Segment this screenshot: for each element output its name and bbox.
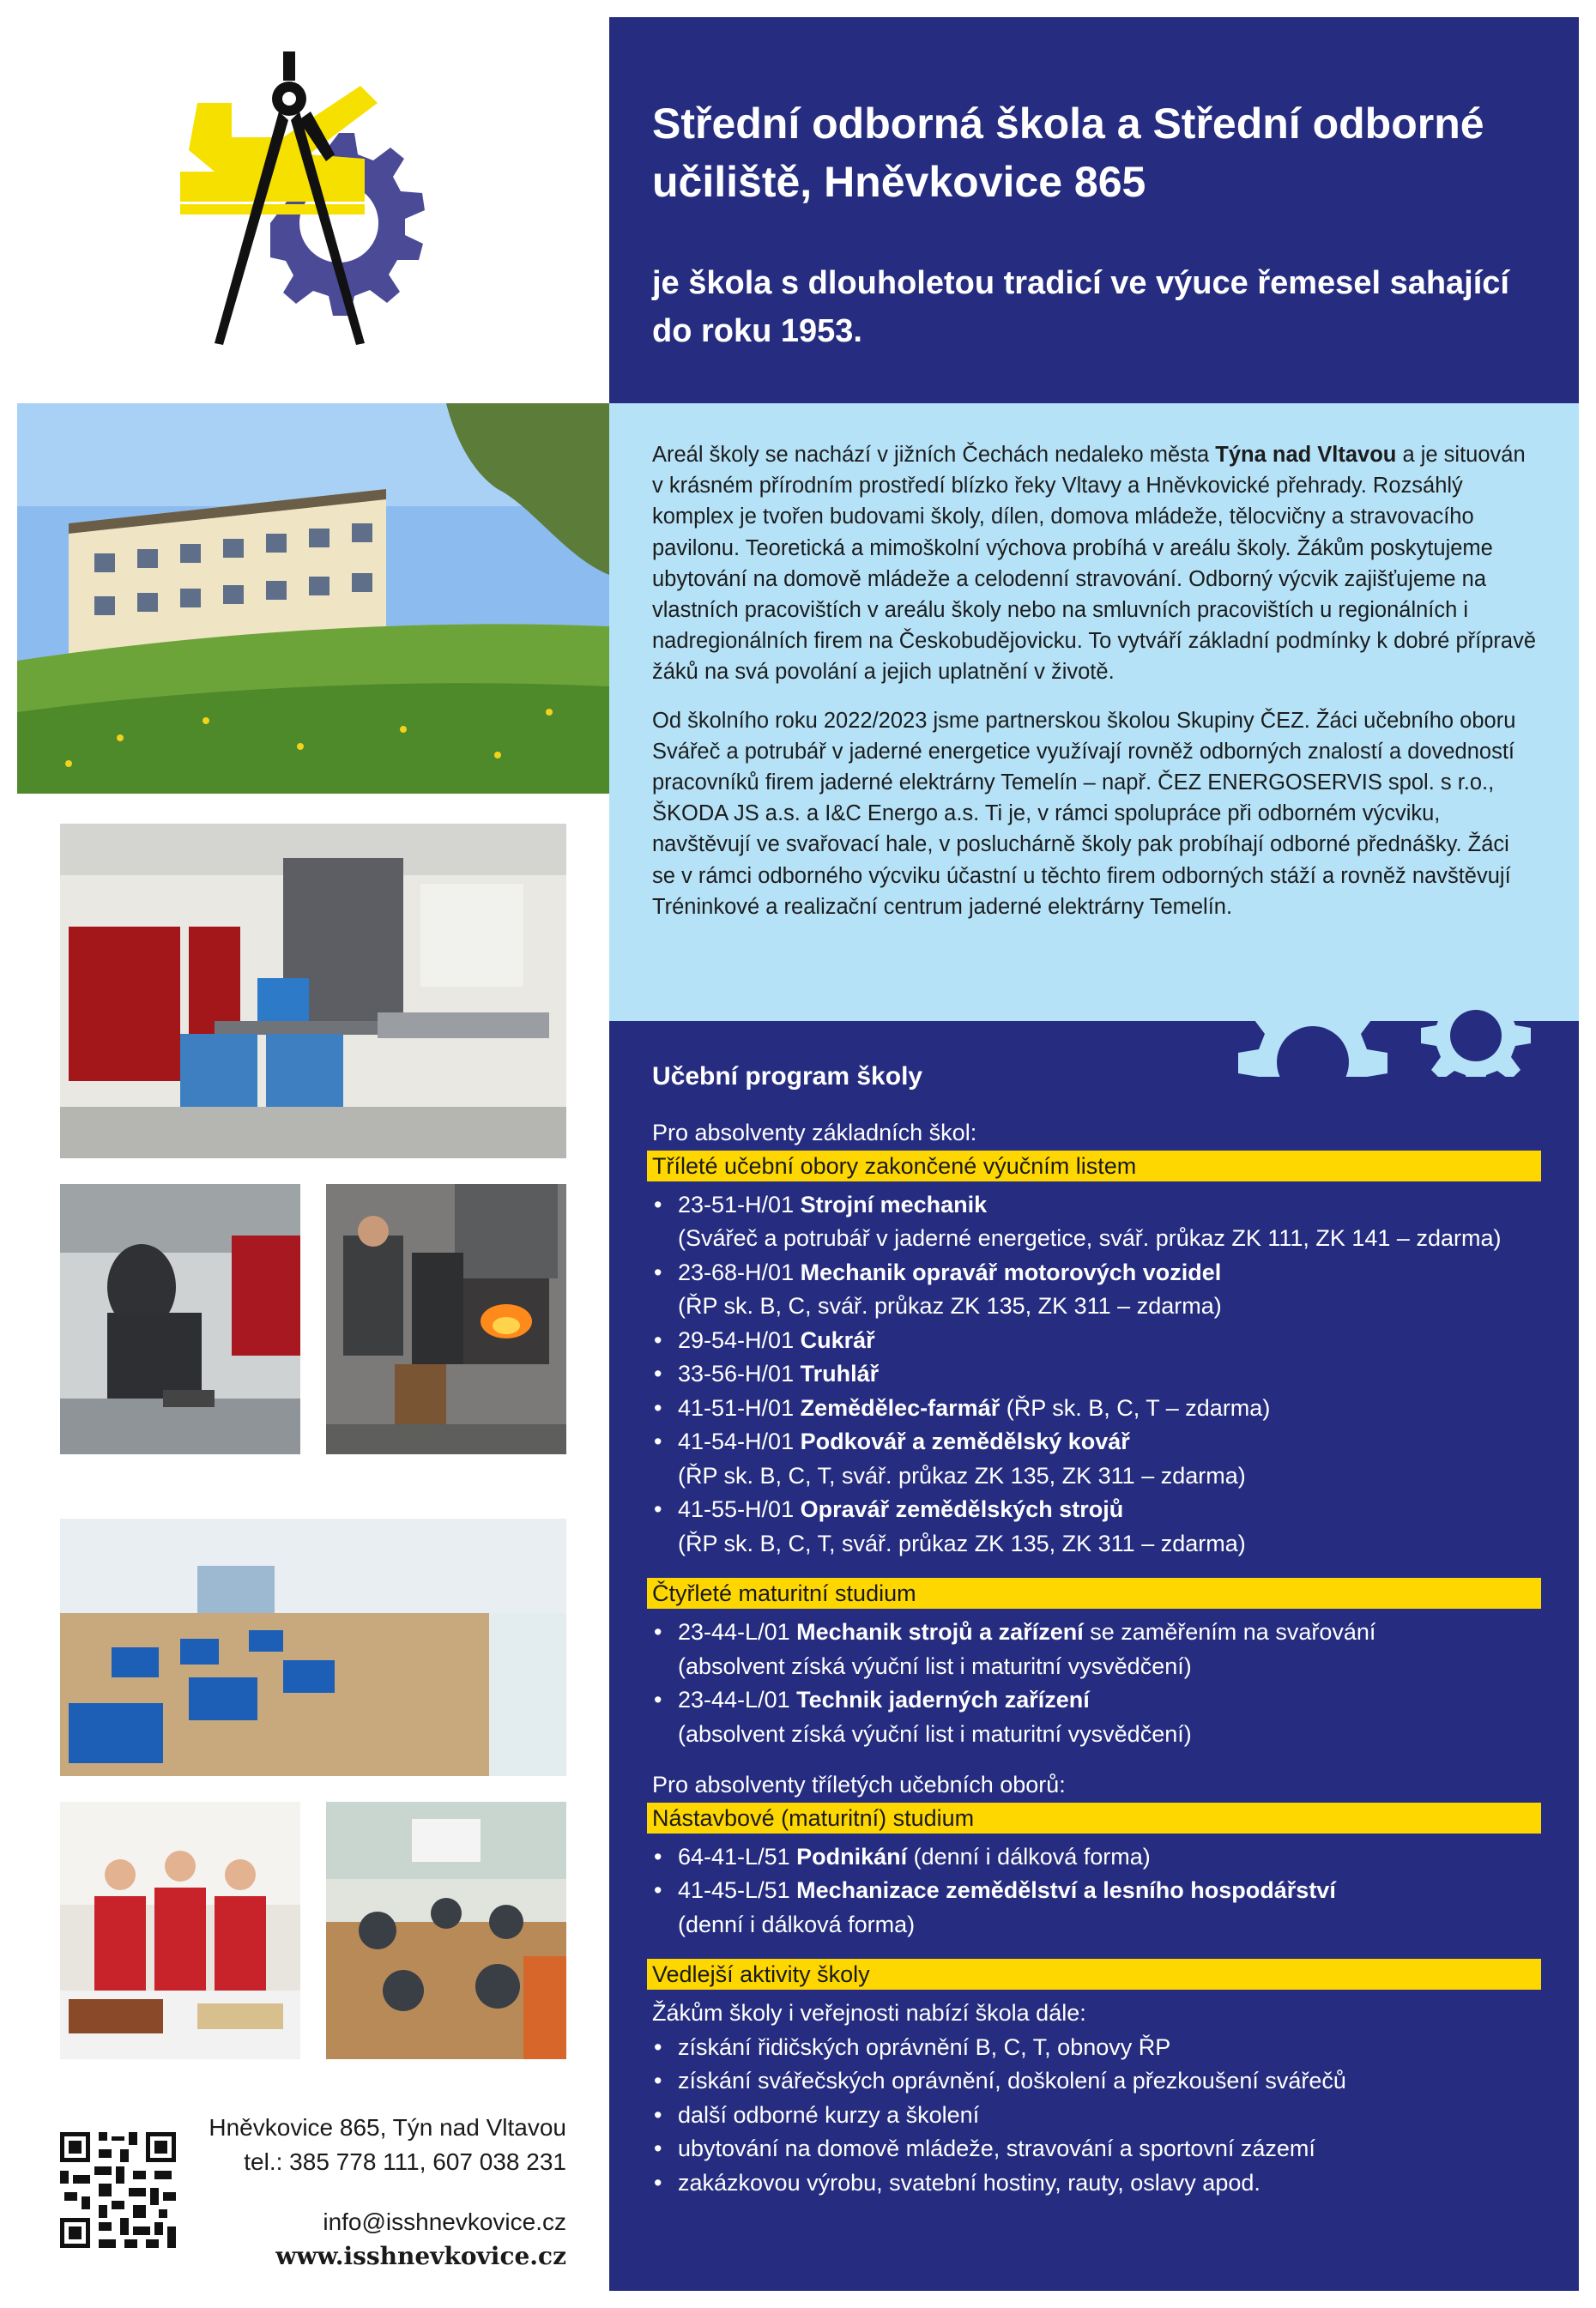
list-item: • 33-56-H/01 Truhlář [652,1357,1536,1392]
page-subtitle: je škola s dlouholetou tradicí ve výuce řemesel sahající do roku 1953. [652,265,1509,349]
pastry-chefs-photo [60,1802,300,2059]
list-item: • získání řidičských oprávnění B, C, T, obnovy ŘP [652,2031,1536,2065]
list-item: • 41-45-L/51 Mechanizace zemědělství a lesního hospodářství (denní i dálková forma) [652,1874,1536,1942]
phone[interactable]: tel.: 385 778 111, 607 038 231 [244,2148,566,2175]
section-three-year: Tříleté učební obory zakončené výučním listem [647,1151,1541,1181]
program-panel [609,1021,1579,2291]
section-follow-up: Nástavbové (maturitní) studium [647,1803,1541,1834]
activities-intro: Žákům školy i veřejnosti nabízí škola dále: [652,2000,1086,2026]
list-item: • zakázkovou výrobu, svatební hostiny, rauty, oslavy apod. [652,2166,1536,2201]
students-laptops-photo [326,1802,566,2059]
address: Hněvkovice 865, Týn nad Vltavou [209,2114,566,2141]
list-item: • 41-54-H/01 Podkovář a zemědělský kovář (ŘP sk. B, C, T, svář. průkaz ZK 135, ZK 311 – zdarma) [652,1425,1536,1493]
list-three-year [652,1188,1536,1562]
list-item: • 41-51-H/01 Zemědělec-farmář (ŘP sk. B, C, T – zdarma) [652,1392,1536,1426]
page-title: Střední odborná škola a Střední odborné učiliště, Hněvkovice 865 [652,100,1484,206]
list-item: • 23-44-L/01 Technik jaderných zařízení (absolvent získá výuční list i maturitní vysvědčení) [652,1683,1536,1751]
list-follow-up [652,1840,1536,1942]
school-logo [163,51,455,369]
list-item: • další odborné kurzy a školení [652,2099,1536,2133]
section-four-year: Čtyřleté maturitní studium [647,1578,1541,1609]
campus-building-photo [17,403,609,794]
intro-primary: Pro absolventy základních škol: [652,1120,977,1145]
list-item: • 23-51-H/01 Strojní mechanik (Svářeč a potrubář v jaderné energetice, svář. průkaz ZK 111, ZK 141 – zdarma) [652,1188,1536,1256]
town-name: Týna nad Vltavou [1215,443,1397,467]
about-paragraph-2: Od školního roku 2022/2023 jsme partnerskou školou Skupiny ČEZ. Žáci učebního oboru Svářeč a potrubář v jaderné energetice využívají rovněž odborných znalostí a dovedností pracovníků firem jaderné elektrárny Temelín – např. ČEZ ENERGOSERVIS spol. s r.o., ŠKODA JS a.s. a I&C Energo a.s. Ti je, v rámci spolupráce při odborném výcviku, navštěvují ve svařovací hale, v posluchárně školy pak probíhají odborné přednášky. Žáci se v rámci odborného výcviku účastní u těchto firem odborných stáží a rovněž navštěvují Tréninkové a realizační centrum jaderné elektrárny Temelín. [652,708,1516,919]
list-item: • 23-44-L/01 Mechanik strojů a zařízení se zaměřením na svařování (absolvent získá výuční list i maturitní vysvědčení) [652,1616,1536,1683]
list-item: • 64-41-L/51 Podnikání (denní i dálková forma) [652,1840,1536,1875]
section-activities: Vedlejší aktivity školy [647,1959,1541,1990]
list-four-year [652,1616,1536,1751]
blacksmith-photo [326,1184,566,1454]
list-item: • 29-54-H/01 Cukrář [652,1324,1536,1358]
email-link[interactable]: info@isshnevkovice.cz [323,2208,566,2235]
qr-code[interactable] [60,2132,176,2248]
list-item: • získání svářečských oprávnění, doškolení a přezkoušení svářečů [652,2064,1536,2099]
gear-icon [1218,961,1562,1141]
about-panel [609,403,1579,1021]
intro-secondary: Pro absolventy tříletých učebních oborů: [652,1772,1066,1797]
about-paragraph-1: Areál školy se nachází v jižních Čechách nedaleko města Týna nad Vltavou a je situován v krásném přírodním prostředí blízko řeky Vltavy a Hněvkovické přehrady. Rozsáhlý komplex je tvořen budovami školy, dílen, domova mládeže, tělocvičny a stravovacího pavilonu. Teoretická a mimoškolní výchova probíhá v areálu školy. Žákům poskytujeme ubytování na domově mládeže a celodenní stravování. Odborný výcvik zajišťujeme na vlastních pracovištích v areálu školy nebo na smluvních pracovištích u regionálních i nadregionálních firem na Českobudějovicku. To vytváří základní podmínky k dobré přípravě žáků na svá povolání a jejich uplatnění v životě. [652,443,1536,685]
list-item: • 41-55-H/01 Opravář zemědělských strojů (ŘP sk. B, C, T, svář. průkaz ZK 135, ZK 311 – zdarma) [652,1493,1536,1561]
hero-panel [609,17,1579,403]
contact-block [189,2111,566,2274]
program-heading: Učební program školy [652,1062,923,1091]
welding-workshop-photo [60,824,566,1158]
list-activities [652,2031,1536,2201]
list-item: • ubytování na domově mládeže, stravování a sportovní zázemí [652,2132,1536,2166]
welder-photo [60,1184,300,1454]
computer-classroom-photo [60,1519,566,1776]
website-link[interactable]: www.isshnevkovice.cz [275,2242,566,2270]
list-item: • 23-68-H/01 Mechanik opravář motorových vozidel (ŘP sk. B, C, svář. průkaz ZK 135, ZK 311 – zdarma) [652,1256,1536,1324]
